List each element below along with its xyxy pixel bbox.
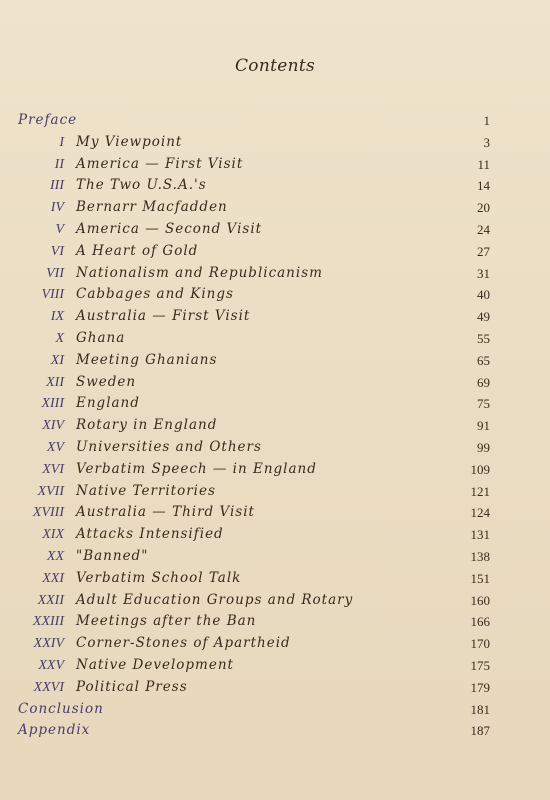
toc-entry <box>18 175 490 197</box>
chapter-number: XXIV <box>33 636 64 652</box>
page-number: 11 <box>477 156 490 172</box>
chapter-number: XI <box>50 352 64 368</box>
chapter-title: Preface <box>18 112 78 128</box>
chapter-title: Nationalism and Republicanism <box>76 264 323 281</box>
page-number: 24 <box>477 221 490 237</box>
chapter-number: XIV <box>42 418 64 434</box>
toc-entry <box>18 328 490 350</box>
toc-entry <box>18 263 490 285</box>
chapter-number: V <box>55 221 64 237</box>
chapter-title: The Two U.S.A.'s <box>76 177 207 194</box>
page-number: 181 <box>470 701 490 717</box>
toc-entry <box>18 459 490 481</box>
chapter-title: Rotary in England <box>76 417 218 434</box>
toc-entry <box>18 502 490 524</box>
chapter-title: Native Territories <box>76 482 216 499</box>
page-number: 3 <box>483 134 490 150</box>
chapter-title: Verbatim School Talk <box>76 569 242 586</box>
toc-entry <box>18 197 490 219</box>
toc-entry <box>18 110 490 132</box>
chapter-number: IV <box>50 200 64 216</box>
page-number: 109 <box>470 461 490 477</box>
page-number: 187 <box>470 723 490 739</box>
page-title: Contents <box>235 56 315 76</box>
toc-entry <box>18 699 490 721</box>
page-number: 75 <box>477 396 490 412</box>
toc-entry <box>18 633 490 655</box>
page-number: 124 <box>470 505 490 521</box>
chapter-title: Conclusion <box>18 700 104 717</box>
chapter-number: I <box>59 134 64 150</box>
chapter-number: VIII <box>41 287 64 303</box>
page-number: 31 <box>477 265 490 281</box>
toc-entry <box>18 590 490 612</box>
page-number: 65 <box>477 352 490 368</box>
page-number: 27 <box>477 243 490 259</box>
chapter-title: Attacks Intensified <box>76 526 224 543</box>
page-number: 160 <box>470 592 490 608</box>
page-number: 14 <box>477 178 490 194</box>
page-number: 99 <box>477 439 490 455</box>
chapter-number: XXVI <box>33 679 64 695</box>
chapter-title: Adult Education Groups and Rotary <box>76 591 354 608</box>
toc-entry <box>18 568 490 590</box>
chapter-title: Bernarr Macfadden <box>76 199 228 216</box>
page-number: 121 <box>470 483 490 499</box>
table-of-contents <box>18 110 490 742</box>
chapter-number: VI <box>50 243 64 259</box>
chapter-number: II <box>54 156 64 172</box>
chapter-title: Australia — First Visit <box>76 308 251 325</box>
toc-entry <box>18 655 490 677</box>
toc-entry <box>18 481 490 503</box>
chapter-title: Verbatim Speech — in England <box>76 460 317 477</box>
chapter-number: XIII <box>41 396 64 412</box>
chapter-title: Meeting Ghanians <box>76 351 218 368</box>
toc-entry <box>18 372 490 394</box>
toc-entry <box>18 677 490 699</box>
page-number: 166 <box>470 614 490 630</box>
page-number: 175 <box>470 657 490 673</box>
chapter-number: XV <box>46 439 64 455</box>
chapter-title: Native Development <box>76 656 234 673</box>
page-number: 138 <box>470 548 490 564</box>
chapter-number: IX <box>50 309 64 325</box>
chapter-title: Appendix <box>18 722 91 739</box>
toc-entry <box>18 132 490 154</box>
toc-entry <box>18 415 490 437</box>
chapter-title: Corner-Stones of Apartheid <box>76 635 291 652</box>
chapter-number: XVIII <box>32 505 64 521</box>
toc-entry <box>18 720 490 742</box>
page-number: 91 <box>477 418 490 434</box>
page-number: 131 <box>470 527 490 543</box>
chapter-number: XII <box>46 374 64 390</box>
chapter-title: Political Press <box>76 678 188 695</box>
page-number: 1 <box>483 113 490 128</box>
chapter-title: Universities and Others <box>76 438 262 455</box>
toc-entry <box>18 154 490 176</box>
chapter-number: XXV <box>38 657 64 673</box>
chapter-title: Sweden <box>76 373 137 390</box>
chapter-title: Cabbages and Kings <box>76 286 234 303</box>
page-number: 179 <box>470 679 490 695</box>
chapter-title: Meetings after the Ban <box>76 613 257 630</box>
page-number: 170 <box>470 636 490 652</box>
page-number: 40 <box>477 287 490 303</box>
toc-entry <box>18 350 490 372</box>
chapter-title: "Banned" <box>76 547 149 564</box>
chapter-number: XXIII <box>32 614 64 630</box>
chapter-number: XIX <box>42 527 64 543</box>
chapter-title: Australia — Third Visit <box>76 504 255 521</box>
toc-entry <box>18 393 490 415</box>
chapter-title: My Viewpoint <box>76 133 183 150</box>
chapter-number: VII <box>46 265 64 281</box>
page-number: 151 <box>470 570 490 586</box>
chapter-title: A Heart of Gold <box>76 242 199 259</box>
page-number: 20 <box>477 200 490 216</box>
chapter-number: XXI <box>42 570 64 586</box>
chapter-title: America — First Visit <box>76 155 244 172</box>
chapter-number: X <box>55 330 64 346</box>
chapter-title: America — Second Visit <box>76 220 263 237</box>
chapter-number: XVII <box>37 483 64 499</box>
chapter-number: XVI <box>42 461 64 477</box>
page-number: 55 <box>477 330 490 346</box>
toc-entry <box>18 241 490 263</box>
toc-entry <box>18 284 490 306</box>
toc-entry <box>18 611 490 633</box>
toc-entry <box>18 219 490 241</box>
chapter-title: England <box>76 395 140 412</box>
page-number: 69 <box>477 374 490 390</box>
chapter-number: III <box>50 178 64 194</box>
toc-entry <box>18 437 490 459</box>
chapter-title: Ghana <box>76 329 126 346</box>
page-number: 49 <box>477 309 490 325</box>
toc-entry <box>18 306 490 328</box>
toc-entry <box>18 524 490 546</box>
chapter-number: XX <box>46 548 64 564</box>
chapter-number: XXII <box>37 592 64 608</box>
toc-entry <box>18 546 490 568</box>
